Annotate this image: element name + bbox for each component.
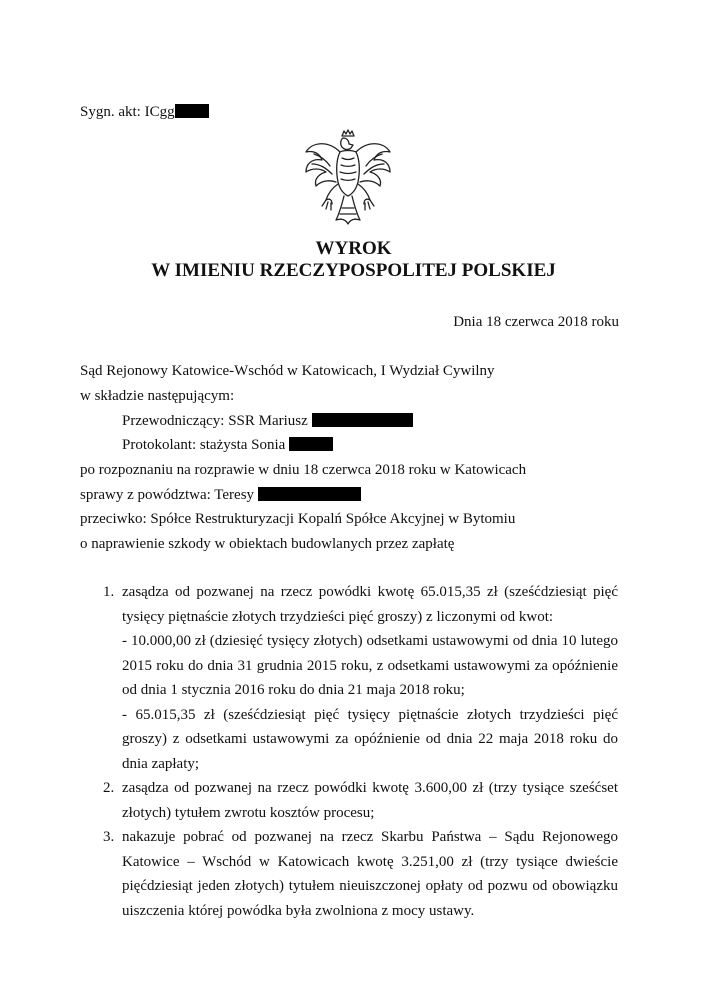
presiding-judge-label: Przewodniczący: SSR Mariusz — [122, 413, 308, 429]
ruling-item — [80, 825, 618, 923]
defendant-info: przeciwko: Spółce Restrukturyzacji Kopalń Spółce Akcyjnej w Bytomiu — [80, 511, 516, 527]
polish-eagle-emblem — [302, 128, 394, 228]
plaintiff-label: sprawy z powództwa: Teresy — [80, 487, 255, 503]
court-clerk — [122, 437, 333, 454]
court-clerk-label: Protokolant: stażysta Sonia — [122, 437, 286, 453]
case-signature — [80, 104, 209, 121]
ruling-paragraph: zasądza od pozwanej na rzecz powódki kwotę 65.015,35 zł (sześćdziesiąt pięć tysięcy piętnaście złotych trzydzieści pięć groszy) z liczonymi od kwot: — [122, 584, 618, 625]
judgment-subtitle: W IMIENIU RZECZYPOSPOLITEJ POLSKIEJ — [151, 260, 556, 281]
judgment-date: Dnia 18 czerwca 2018 roku — [453, 314, 619, 330]
redaction-bar — [258, 487, 361, 501]
case-signature-label: Sygn. akt: ICgg — [80, 104, 175, 120]
ruling-item — [80, 580, 618, 776]
ruling-list — [80, 580, 618, 923]
ruling-number: 2. — [103, 780, 115, 796]
composition-label: w składzie następującym: — [80, 388, 235, 404]
ruling-number: 3. — [103, 829, 115, 845]
court-name: Sąd Rejonowy Katowice-Wschód w Katowicach, I Wydział Cywilny — [80, 363, 495, 379]
ruling-paragraph: - 10.000,00 zł (dziesięć tysięcy złotych) odsetkami ustawowymi od dnia 10 lutego 2015 roku do dnia 31 grudnia 2015 roku, z odsetkami ustawowymi za opóźnienie od dnia 1 stycznia 2016 roku do dnia 21 maja 2018 roku; — [122, 633, 618, 698]
plaintiff-info — [80, 487, 361, 504]
ruling-item — [80, 776, 618, 825]
judgment-title: WYROK — [315, 238, 392, 259]
ruling-paragraph: zasądza od pozwanej na rzecz powódki kwotę 3.600,00 zł (trzy tysiące sześćset złotych) tytułem zwrotu kosztów procesu; — [122, 780, 618, 821]
ruling-number: 1. — [103, 584, 115, 600]
presiding-judge — [122, 413, 413, 430]
case-subject: o naprawienie szkody w obiektach budowlanych przez zapłatę — [80, 536, 455, 552]
hearing-info: po rozpoznaniu na rozprawie w dniu 18 czerwca 2018 roku w Katowicach — [80, 462, 527, 478]
redaction-bar — [312, 413, 413, 427]
ruling-paragraph: - 65.015,35 zł (sześćdziesiąt pięć tysięcy piętnaście złotych trzydzieści pięć groszy) z odsetkami ustawowymi za opóźnienie od dnia 22 maja 2018 roku do dnia zapłaty; — [122, 706, 618, 772]
redaction-bar — [289, 437, 333, 451]
ruling-paragraph: nakazuje pobrać od pozwanej na rzecz Skarbu Państwa – Sądu Rejonowego Katowice – Wschód w Katowicach kwotę 3.251,00 zł (trzy tysiące dwieście pięćdziesiąt jeden złotych) tytułem nieuiszczonej opłaty od pozwu od obowiązku uiszczenia której powódka była zwolniona z mocy ustawy. — [122, 829, 618, 919]
redaction-bar — [175, 104, 209, 118]
